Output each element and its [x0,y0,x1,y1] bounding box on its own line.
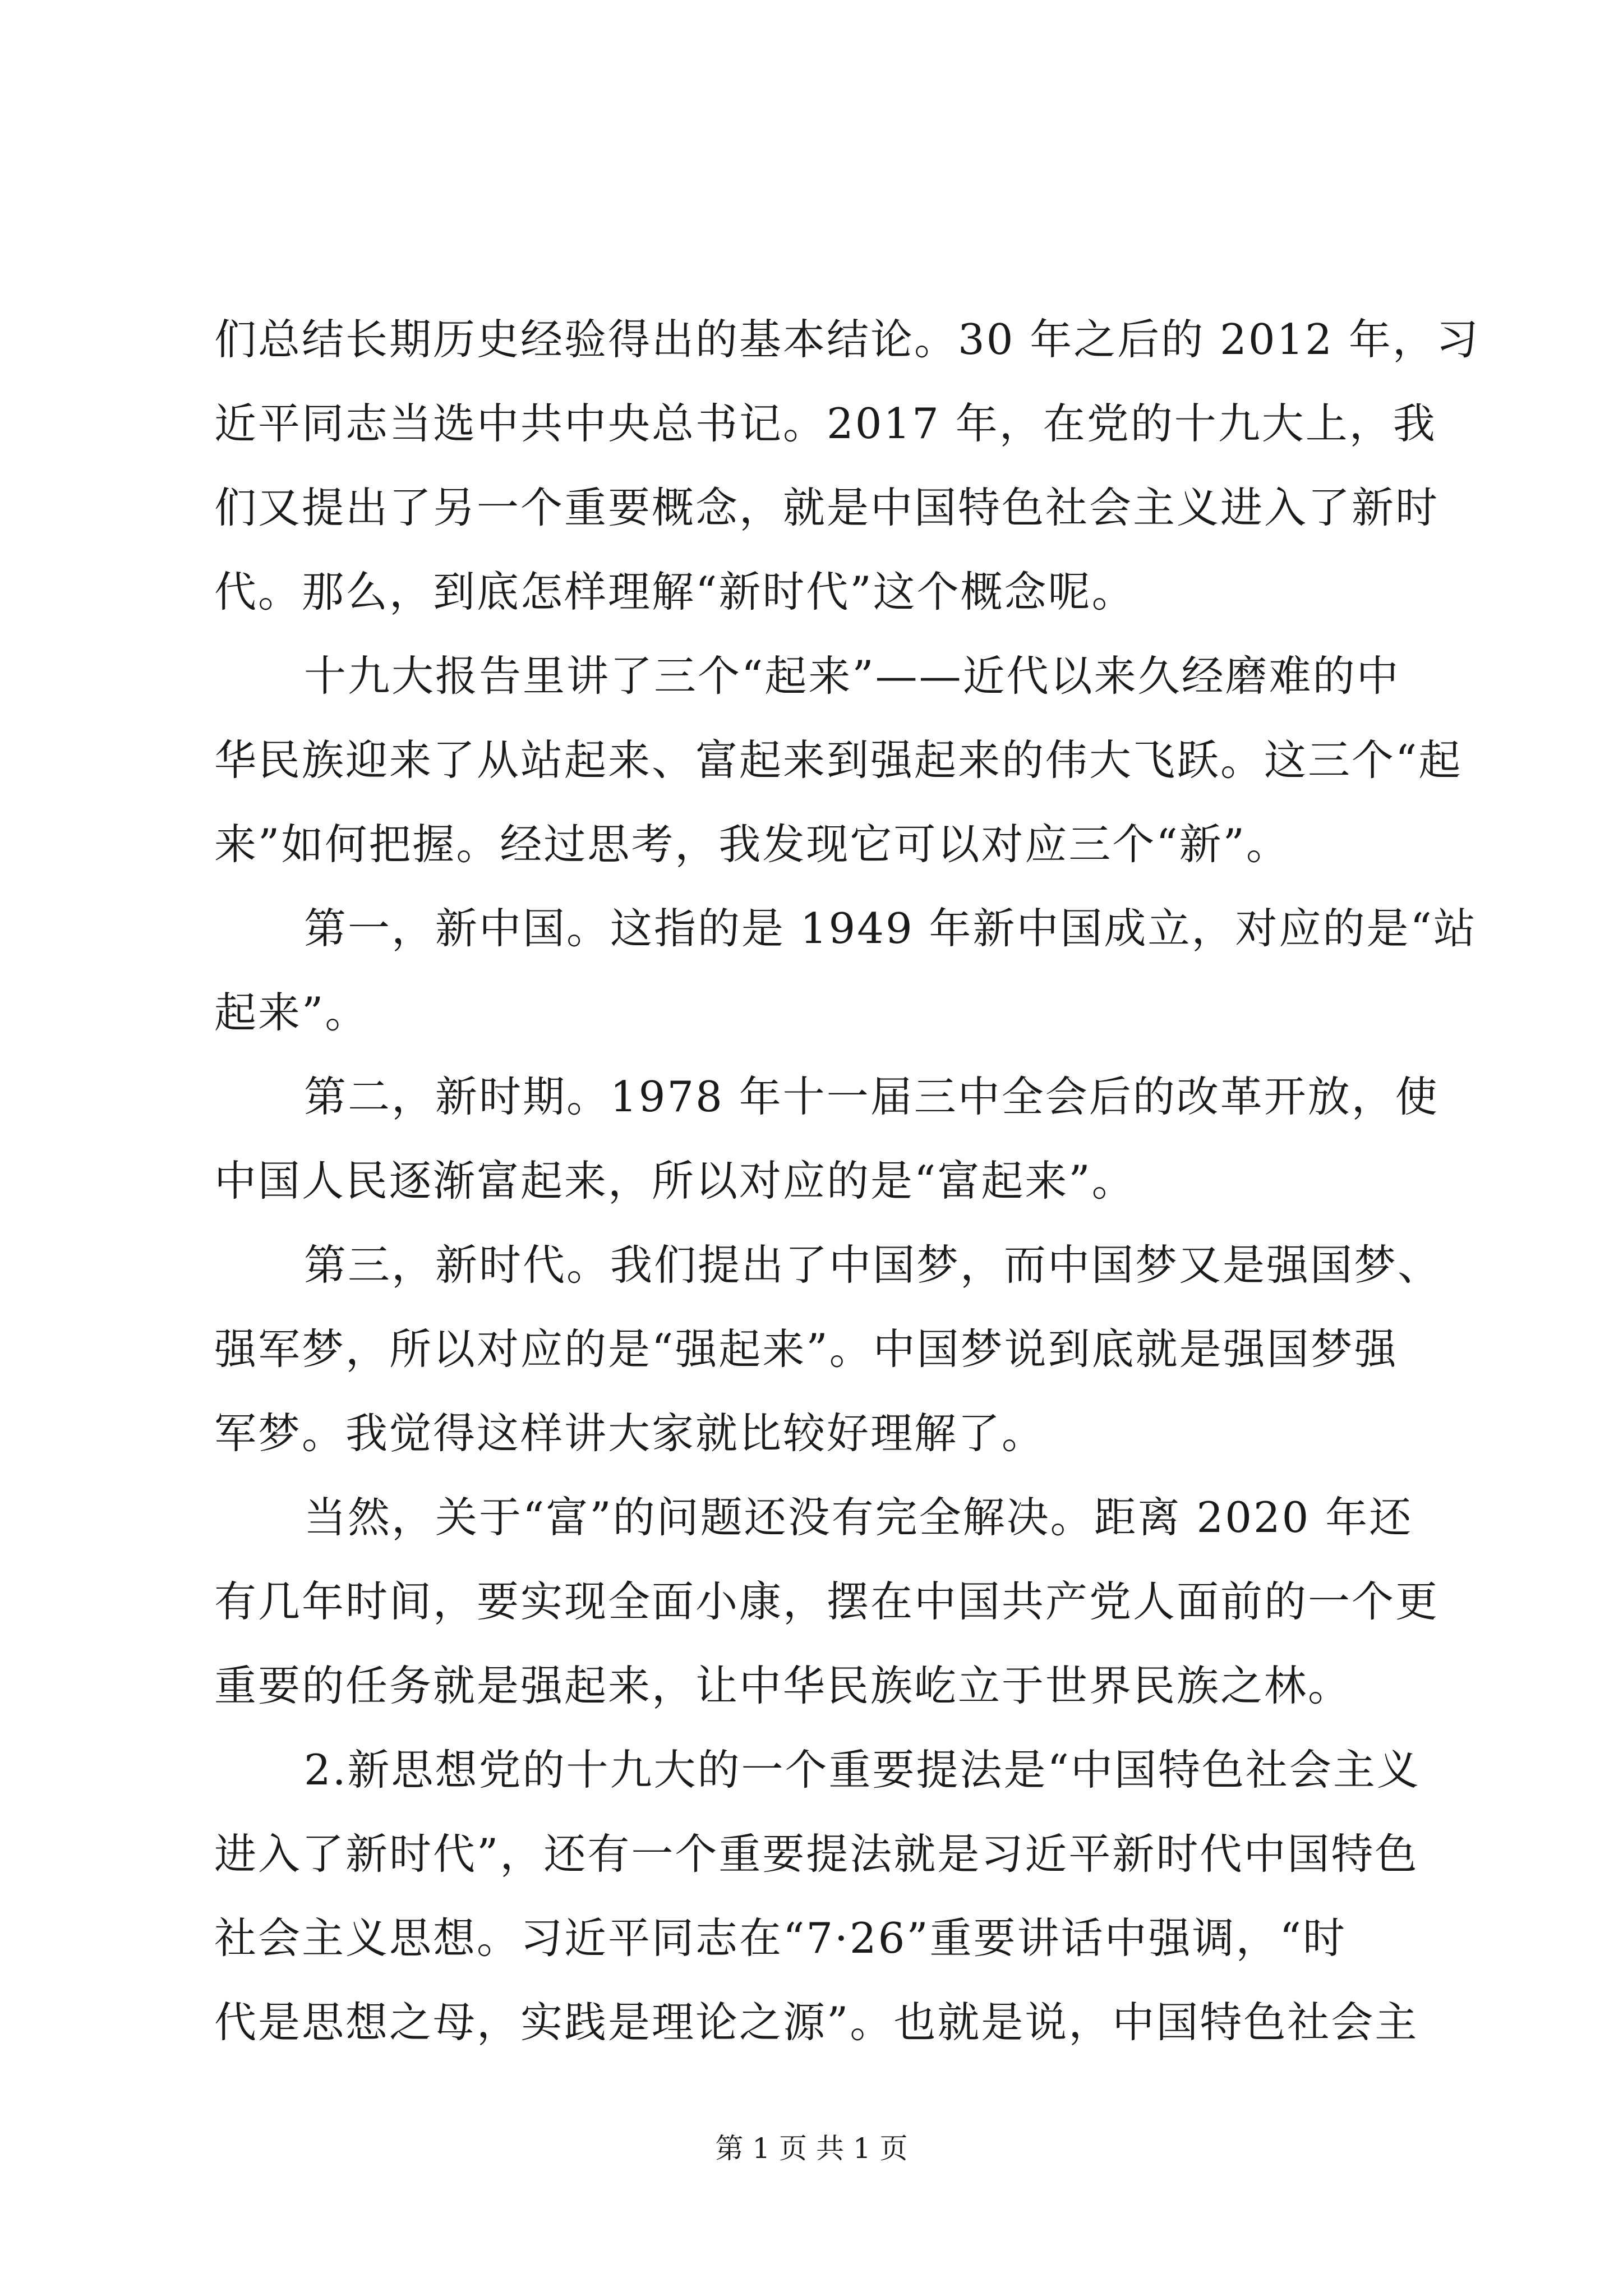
text-line: 华民族迎来了从站起来、富起来到强起来的伟大飞跃。这三个“起 [214,735,1463,785]
text-line: 第二，新时期。1978 年十一届三中全会后的改革开放，使 [304,1072,1439,1121]
text-line: 第一，新中国。这指的是 1949 年新中国成立，对应的是“站 [304,904,1477,953]
text-line: 十九大报告里讲了三个“起来”——近代以来久经磨难的中 [304,651,1400,701]
text-line: 军梦。我觉得这样讲大家就比较好理解了。 [214,1409,1046,1458]
text-line: 们又提出了另一个重要概念，就是中国特色社会主义进入了新时 [214,483,1440,532]
text-line: 中国人民逐渐富起来，所以对应的是“富起来”。 [214,1156,1136,1205]
text-line: 第三，新时代。我们提出了中国梦，而中国梦又是强国梦、 [304,1240,1442,1290]
text-line: 有几年时间，要实现全面小康，摆在中国共产党人面前的一个更 [214,1577,1440,1626]
text-line: 代是思想之母，实践是理论之源”。也就是说，中国特色社会主 [214,1998,1419,2047]
text-line: 近平同志当选中共中央总书记。2017 年，在党的十九大上，我 [214,399,1437,448]
text-line: 起来”。 [214,988,369,1037]
text-line: 社会主义思想。习近平同志在“7·26”重要讲话中强调，“时 [214,1913,1347,1963]
text-line: 2.新思想党的十九大的一个重要提法是“中国特色社会主义 [304,1745,1421,1795]
text-line: 来”如何把握。经过思考，我发现它可以对应三个“新”。 [214,820,1290,869]
text-line: 代。那么，到底怎样理解“新时代”这个概念呢。 [214,567,1136,616]
text-line: 重要的任务就是强起来，让中华民族屹立于世界民族之林。 [214,1661,1352,1710]
text-line: 进入了新时代”，还有一个重要提法就是习近平新时代中国特色 [214,1829,1419,1879]
page-number-footer: 第 1 页 共 1 页 [715,2132,908,2165]
text-line: 当然，关于“富”的问题还没有完全解决。距离 2020 年还 [304,1493,1413,1542]
document-body [214,297,1480,2064]
text-line: 们总结长期历史经验得出的基本结论。30 年之后的 2012 年，习 [214,315,1480,364]
text-line: 强军梦，所以对应的是“强起来”。中国梦说到底就是强国梦强 [214,1324,1398,1374]
